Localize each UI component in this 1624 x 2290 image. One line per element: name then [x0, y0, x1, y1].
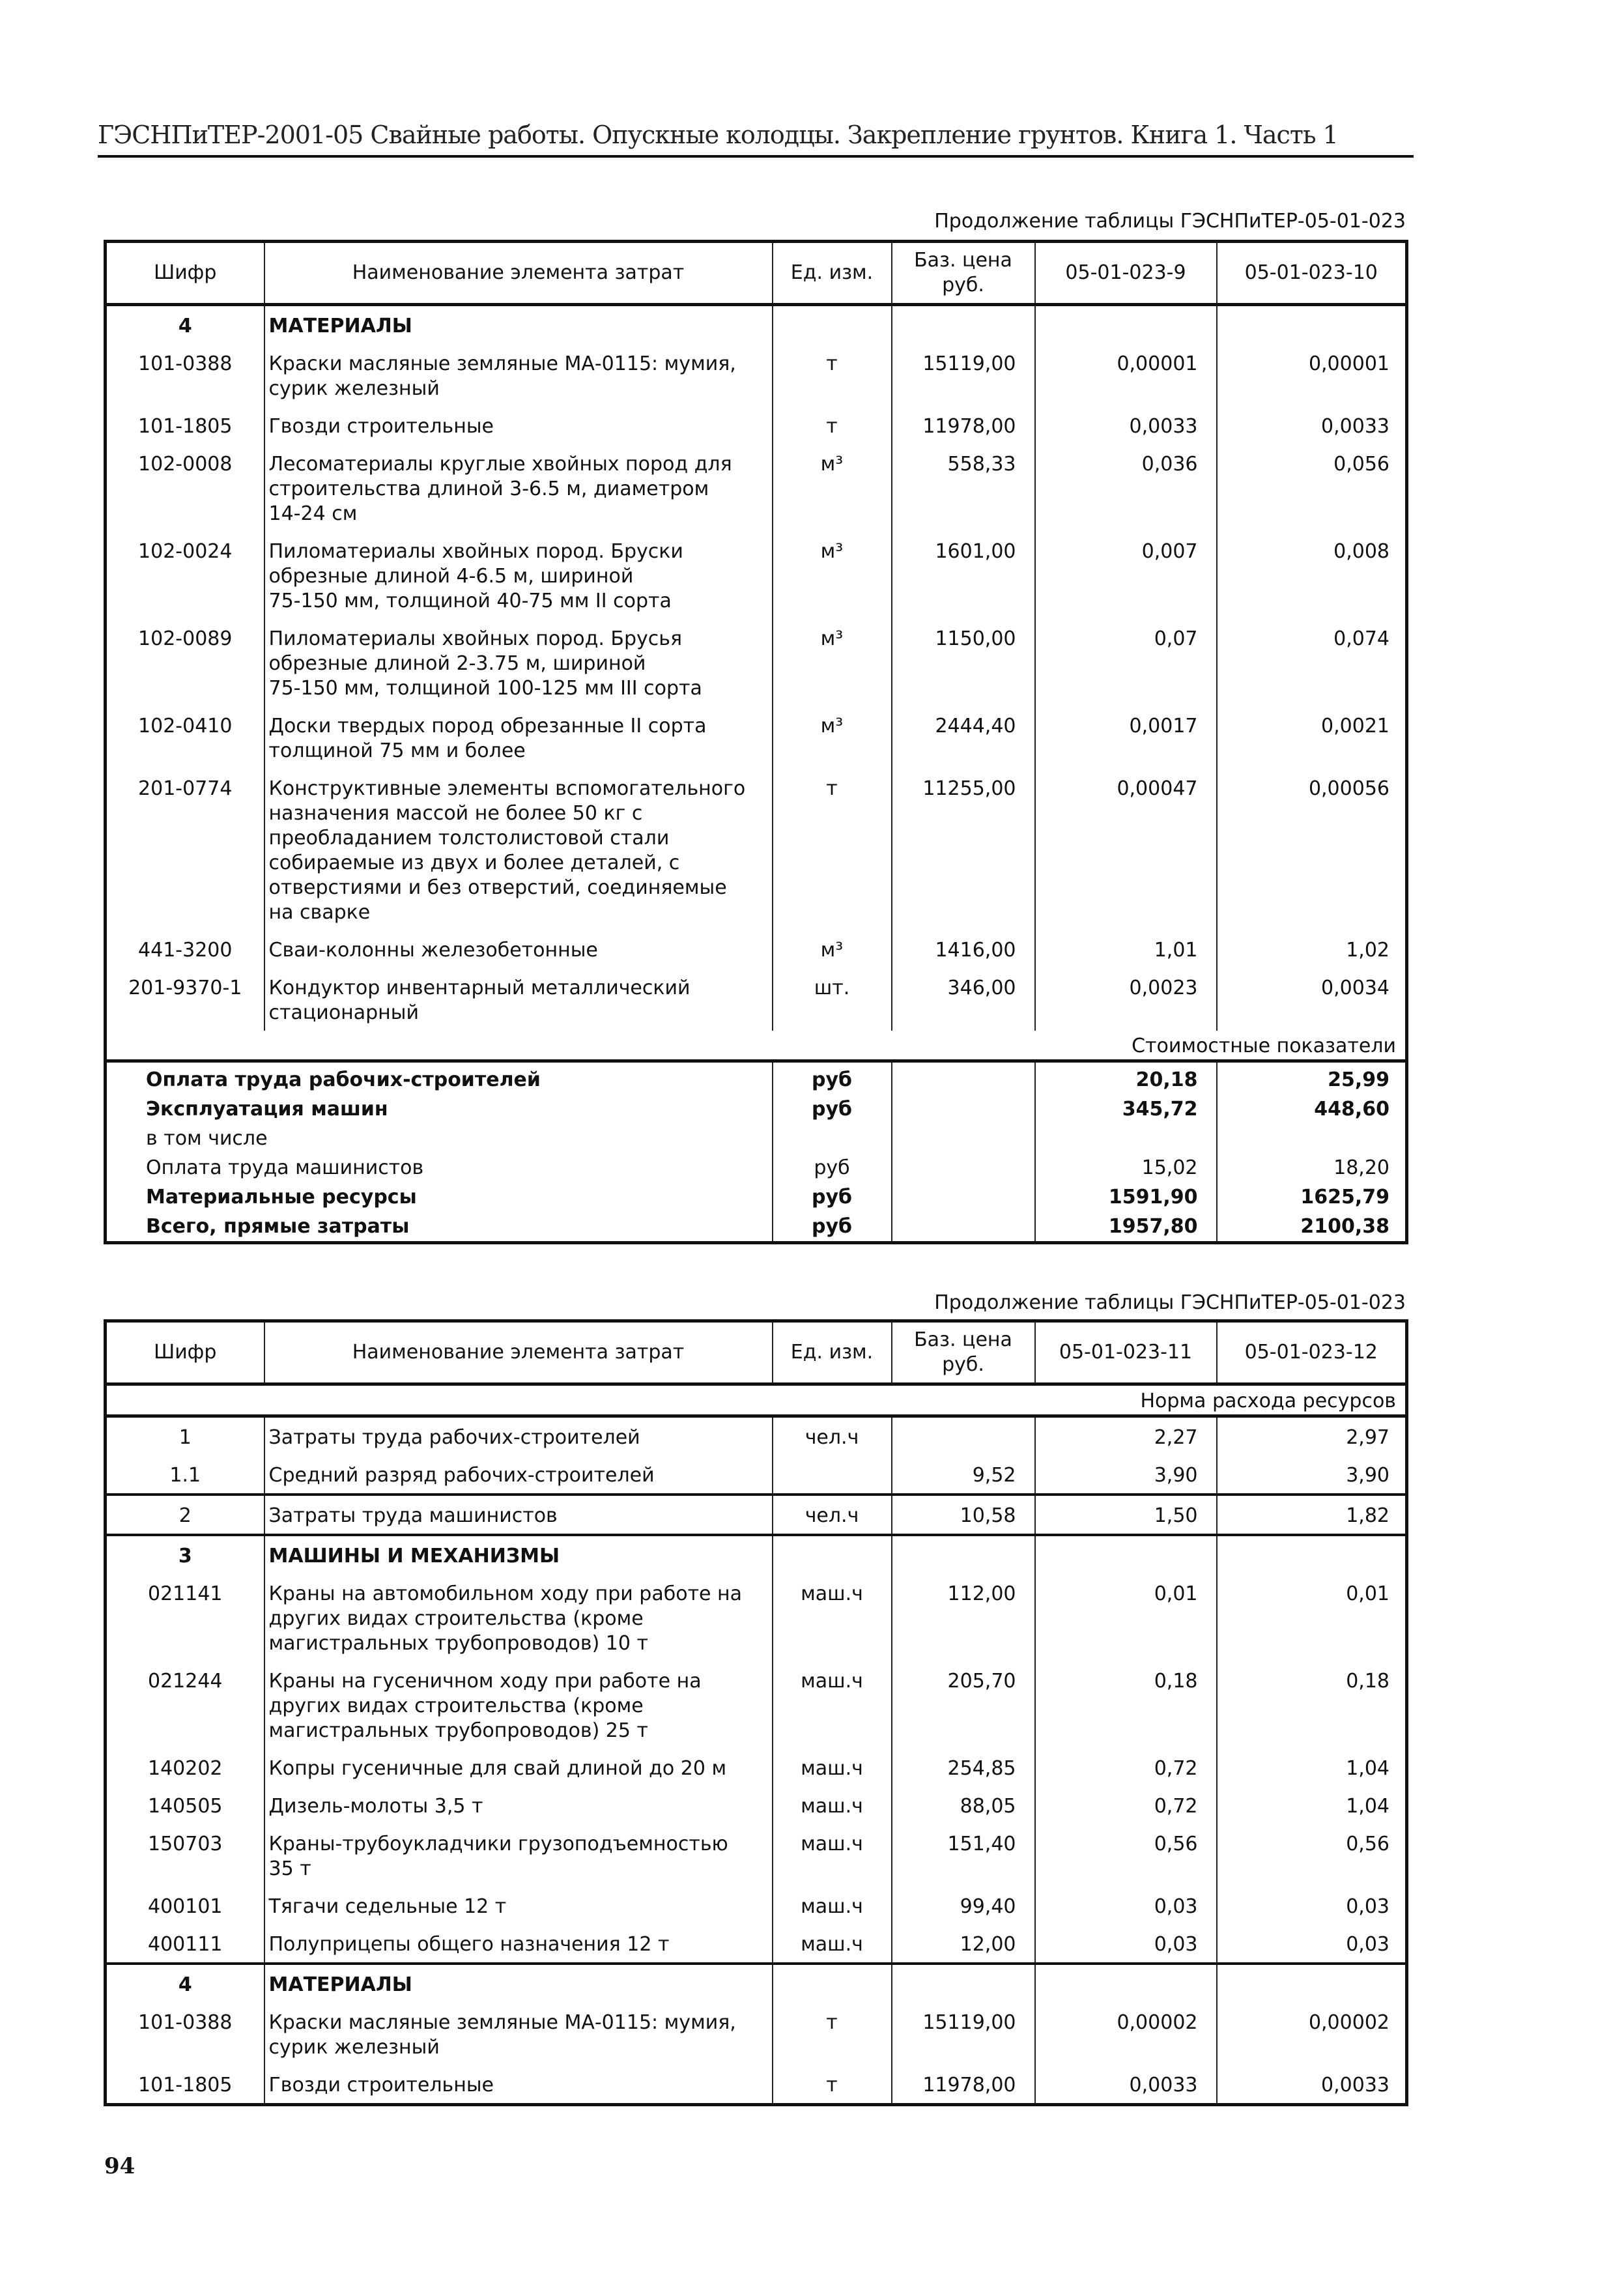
- cell-unit: маш.ч: [773, 1925, 892, 1964]
- cell-base-price: [892, 1964, 1035, 2003]
- table-row: [106, 2065, 1407, 2105]
- cell-norm-a: [1035, 1535, 1217, 1574]
- cell-norm-b: 2,97: [1217, 1416, 1407, 1456]
- cell-code: 101-1805: [106, 407, 264, 444]
- cell-norm-b: 0,008: [1217, 532, 1407, 619]
- cell-norm-b: [1217, 1964, 1407, 2003]
- cell-unit: м³: [773, 930, 892, 968]
- section-caption: Стоимостные показатели: [106, 1031, 1407, 1061]
- cell-unit: шт.: [773, 968, 892, 1031]
- summary-value-b: [1217, 1124, 1407, 1153]
- summary-base-price: [892, 1212, 1035, 1243]
- cell-code: 2: [106, 1495, 264, 1535]
- cell-norm-b: 0,074: [1217, 619, 1407, 706]
- cell-code: 101-0388: [106, 2003, 264, 2065]
- cell-norm-b: 0,56: [1217, 1824, 1407, 1887]
- cell-code: 441-3200: [106, 930, 264, 968]
- cell-unit: маш.ч: [773, 1749, 892, 1786]
- header-base-price: Баз. цена руб.: [892, 1321, 1035, 1384]
- cell-norm-b: 0,0033: [1217, 407, 1407, 444]
- cell-name: МАТЕРИАЛЫ: [264, 305, 773, 345]
- cell-unit: м³: [773, 706, 892, 769]
- section-header-row: [106, 1964, 1407, 2003]
- cell-code: 1: [106, 1416, 264, 1456]
- section-caption-row: [106, 1384, 1407, 1416]
- cell-unit: маш.ч: [773, 1824, 892, 1887]
- cell-base-price: 10,58: [892, 1495, 1035, 1535]
- header-name: Наименование элемента затрат: [264, 1321, 773, 1384]
- cell-code: 140202: [106, 1749, 264, 1786]
- cell-code: 102-0410: [106, 706, 264, 769]
- summary-unit: руб: [773, 1061, 892, 1095]
- cell-name: Краны на гусеничном ходу при работе на других видах строительства (кроме магистральных трубопроводов) 25 т: [264, 1661, 773, 1749]
- cell-base-price: 15119,00: [892, 2003, 1035, 2065]
- table-header-row: [106, 1321, 1407, 1384]
- summary-label: Всего, прямые затраты: [106, 1212, 773, 1243]
- cell-name: Тягачи седельные 12 т: [264, 1887, 773, 1925]
- cell-norm-b: 3,90: [1217, 1455, 1407, 1495]
- cell-norm-b: [1217, 305, 1407, 345]
- cell-code: 201-0774: [106, 769, 264, 930]
- cell-unit: [773, 305, 892, 345]
- summary-value-b: 18,20: [1217, 1153, 1407, 1182]
- table-row: [106, 930, 1407, 968]
- cell-base-price: 9,52: [892, 1455, 1035, 1495]
- cell-norm-a: 0,00047: [1035, 769, 1217, 930]
- cost-summary-row: [106, 1095, 1407, 1124]
- section-caption-row: [106, 1031, 1407, 1061]
- header-unit: Ед. изм.: [773, 1321, 892, 1384]
- table-row: [106, 706, 1407, 769]
- table-row: [106, 769, 1407, 930]
- cell-name: Затраты труда рабочих-строителей: [264, 1416, 773, 1456]
- cell-unit: маш.ч: [773, 1574, 892, 1661]
- header-norm-10: 05-01-023-10: [1217, 242, 1407, 305]
- cell-norm-a: 0,036: [1035, 444, 1217, 532]
- cost-summary-row: [106, 1153, 1407, 1182]
- cell-unit: [773, 1964, 892, 2003]
- summary-base-price: [892, 1153, 1035, 1182]
- table-header-row: [106, 242, 1407, 305]
- cell-norm-a: [1035, 305, 1217, 345]
- cell-norm-b: 1,04: [1217, 1786, 1407, 1824]
- cell-base-price: 1601,00: [892, 532, 1035, 619]
- cell-unit: м³: [773, 619, 892, 706]
- header-unit: Ед. изм.: [773, 242, 892, 305]
- table-row: [106, 1416, 1407, 1456]
- cell-norm-a: 3,90: [1035, 1455, 1217, 1495]
- cell-name: Средний разряд рабочих-строителей: [264, 1455, 773, 1495]
- header-norm-9: 05-01-023-9: [1035, 242, 1217, 305]
- cell-norm-b: 0,01: [1217, 1574, 1407, 1661]
- cell-base-price: 1150,00: [892, 619, 1035, 706]
- cell-norm-b: 0,0033: [1217, 2065, 1407, 2105]
- summary-base-price: [892, 1095, 1035, 1124]
- cell-norm-a: 0,0033: [1035, 2065, 1217, 2105]
- table-row: [106, 532, 1407, 619]
- cell-base-price: 88,05: [892, 1786, 1035, 1824]
- summary-unit: [773, 1124, 892, 1153]
- cell-base-price: 99,40: [892, 1887, 1035, 1925]
- cell-name: Дизель-молоты 3,5 т: [264, 1786, 773, 1824]
- cell-base-price: 2444,40: [892, 706, 1035, 769]
- cell-unit: м³: [773, 532, 892, 619]
- table-row: [106, 407, 1407, 444]
- cell-base-price: 11255,00: [892, 769, 1035, 930]
- cell-norm-a: 0,03: [1035, 1887, 1217, 1925]
- cell-norm-a: 0,00002: [1035, 2003, 1217, 2065]
- cell-name: Копры гусеничные для свай длиной до 20 м: [264, 1749, 773, 1786]
- table-row: [106, 1495, 1407, 1535]
- summary-unit: руб: [773, 1153, 892, 1182]
- cell-base-price: [892, 1535, 1035, 1574]
- cell-code: 102-0008: [106, 444, 264, 532]
- table-row: [106, 344, 1407, 407]
- summary-base-price: [892, 1061, 1035, 1095]
- cost-summary-row: [106, 1061, 1407, 1095]
- summary-value-a: [1035, 1124, 1217, 1153]
- cell-code: 201-9370-1: [106, 968, 264, 1031]
- table-1-continuation: Продолжение таблицы ГЭСНПиТЕР-05-01-023: [934, 210, 1406, 233]
- cell-name: Конструктивные элементы вспомогательного назначения массой не более 50 кг с преобладанием толстолистовой стали собираемые из двух и более деталей, с отверстиями и без отверстий, соединяемые на сварке: [264, 769, 773, 930]
- cell-name: Сваи-колонны железобетонные: [264, 930, 773, 968]
- table-row: [106, 1749, 1407, 1786]
- cell-name: Затраты труда машинистов: [264, 1495, 773, 1535]
- summary-label: Эксплуатация машин: [106, 1095, 773, 1124]
- table-row: [106, 1574, 1407, 1661]
- header-name: Наименование элемента затрат: [264, 242, 773, 305]
- resource-table-1: [104, 240, 1408, 1244]
- summary-value-b: 25,99: [1217, 1061, 1407, 1095]
- cell-norm-b: 0,0021: [1217, 706, 1407, 769]
- cost-summary-row: [106, 1124, 1407, 1153]
- summary-value-b: 1625,79: [1217, 1182, 1407, 1212]
- cell-base-price: 11978,00: [892, 2065, 1035, 2105]
- section-header-row: [106, 1535, 1407, 1574]
- cell-code: 102-0024: [106, 532, 264, 619]
- table-row: [106, 1824, 1407, 1887]
- cell-unit: т: [773, 2065, 892, 2105]
- cell-code: 102-0089: [106, 619, 264, 706]
- summary-unit: руб: [773, 1095, 892, 1124]
- cell-base-price: [892, 1416, 1035, 1456]
- cell-name: МАТЕРИАЛЫ: [264, 1964, 773, 2003]
- cell-norm-a: 0,00001: [1035, 344, 1217, 407]
- cell-name: Краски масляные земляные МА-0115: мумия, сурик железный: [264, 2003, 773, 2065]
- cell-unit: т: [773, 769, 892, 930]
- header-rule: [98, 155, 1414, 158]
- summary-value-a: 20,18: [1035, 1061, 1217, 1095]
- cell-code: 4: [106, 1964, 264, 2003]
- cell-name: Пиломатериалы хвойных пород. Брусья обрезные длиной 2-3.75 м, шириной 75-150 мм, толщиной 100-125 мм III сорта: [264, 619, 773, 706]
- cell-code: 140505: [106, 1786, 264, 1824]
- cost-summary-row: [106, 1182, 1407, 1212]
- table-row: [106, 1887, 1407, 1925]
- cell-unit: маш.ч: [773, 1887, 892, 1925]
- cell-base-price: 151,40: [892, 1824, 1035, 1887]
- cell-code: 150703: [106, 1824, 264, 1887]
- cell-norm-b: [1217, 1535, 1407, 1574]
- cell-base-price: 205,70: [892, 1661, 1035, 1749]
- table-2-continuation: Продолжение таблицы ГЭСНПиТЕР-05-01-023: [934, 1291, 1406, 1314]
- cell-norm-a: 1,01: [1035, 930, 1217, 968]
- cell-name: Кондуктор инвентарный металлический стационарный: [264, 968, 773, 1031]
- cell-norm-a: [1035, 1964, 1217, 2003]
- section-header-row: [106, 305, 1407, 345]
- cell-base-price: 346,00: [892, 968, 1035, 1031]
- cell-base-price: 254,85: [892, 1749, 1035, 1786]
- cell-norm-a: 0,07: [1035, 619, 1217, 706]
- cell-code: 021244: [106, 1661, 264, 1749]
- summary-value-a: 15,02: [1035, 1153, 1217, 1182]
- cost-summary-row: [106, 1212, 1407, 1243]
- cell-norm-b: 0,0034: [1217, 968, 1407, 1031]
- header-norm-11: 05-01-023-11: [1035, 1321, 1217, 1384]
- cell-unit: чел.ч: [773, 1416, 892, 1456]
- summary-base-price: [892, 1182, 1035, 1212]
- header-norm-12: 05-01-023-12: [1217, 1321, 1407, 1384]
- cell-norm-a: 2,27: [1035, 1416, 1217, 1456]
- summary-value-a: 345,72: [1035, 1095, 1217, 1124]
- cell-base-price: 12,00: [892, 1925, 1035, 1964]
- table-row: [106, 1455, 1407, 1495]
- cell-norm-b: 0,00002: [1217, 2003, 1407, 2065]
- cell-base-price: [892, 305, 1035, 345]
- cell-base-price: 15119,00: [892, 344, 1035, 407]
- summary-unit: руб: [773, 1182, 892, 1212]
- cell-name: Гвозди строительные: [264, 2065, 773, 2105]
- summary-label: Оплата труда рабочих-строителей: [106, 1061, 773, 1095]
- header-code: Шифр: [106, 1321, 264, 1384]
- cell-unit: чел.ч: [773, 1495, 892, 1535]
- cell-norm-a: 0,72: [1035, 1786, 1217, 1824]
- running-head: ГЭСНПиТЕР-2001-05 Свайные работы. Опускные колодцы. Закрепление грунтов. Книга 1. Часть 1: [98, 121, 1338, 149]
- cell-name: Доски твердых пород обрезанные II сорта толщиной 75 мм и более: [264, 706, 773, 769]
- cell-name: Пиломатериалы хвойных пород. Бруски обрезные длиной 4-6.5 м, шириной 75-150 мм, толщиной 40-75 мм II сорта: [264, 532, 773, 619]
- table-row: [106, 1925, 1407, 1964]
- cell-norm-b: 0,00001: [1217, 344, 1407, 407]
- cell-norm-b: 0,18: [1217, 1661, 1407, 1749]
- cell-code: 400111: [106, 1925, 264, 1964]
- table-row: [106, 1661, 1407, 1749]
- cell-norm-b: 1,02: [1217, 930, 1407, 968]
- summary-label: Материальные ресурсы: [106, 1182, 773, 1212]
- table-row: [106, 1786, 1407, 1824]
- cell-code: 400101: [106, 1887, 264, 1925]
- cell-name: Лесоматериалы круглые хвойных пород для строительства длиной 3-6.5 м, диаметром 14-24 см: [264, 444, 773, 532]
- table-row: [106, 619, 1407, 706]
- page-number: 94: [104, 2153, 135, 2179]
- table-row: [106, 444, 1407, 532]
- cell-norm-a: 0,0017: [1035, 706, 1217, 769]
- cell-name: Краны-трубоукладчики грузоподъемностью 35 т: [264, 1824, 773, 1887]
- cell-norm-b: 1,82: [1217, 1495, 1407, 1535]
- cell-code: 101-0388: [106, 344, 264, 407]
- cell-norm-a: 1,50: [1035, 1495, 1217, 1535]
- table-row: [106, 2003, 1407, 2065]
- summary-value-b: 448,60: [1217, 1095, 1407, 1124]
- summary-label: в том числе: [106, 1124, 773, 1153]
- cell-name: Краны на автомобильном ходу при работе на других видах строительства (кроме магистральных трубопроводов) 10 т: [264, 1574, 773, 1661]
- cell-unit: маш.ч: [773, 1661, 892, 1749]
- header-base-price: Баз. цена руб.: [892, 242, 1035, 305]
- cell-norm-a: 0,0023: [1035, 968, 1217, 1031]
- cell-norm-a: 0,007: [1035, 532, 1217, 619]
- summary-value-b: 2100,38: [1217, 1212, 1407, 1243]
- cell-code: 4: [106, 305, 264, 345]
- summary-unit: руб: [773, 1212, 892, 1243]
- cell-unit: м³: [773, 444, 892, 532]
- summary-label: Оплата труда машинистов: [106, 1153, 773, 1182]
- cell-unit: т: [773, 2003, 892, 2065]
- header-code: Шифр: [106, 242, 264, 305]
- cell-base-price: 558,33: [892, 444, 1035, 532]
- section-caption: Норма расхода ресурсов: [106, 1384, 1407, 1416]
- cell-norm-a: 0,01: [1035, 1574, 1217, 1661]
- cell-norm-a: 0,56: [1035, 1824, 1217, 1887]
- cell-code: 1.1: [106, 1455, 264, 1495]
- cell-norm-b: 0,03: [1217, 1925, 1407, 1964]
- cell-name: Краски масляные земляные МА-0115: мумия, сурик железный: [264, 344, 773, 407]
- cell-base-price: 11978,00: [892, 407, 1035, 444]
- cell-code: 3: [106, 1535, 264, 1574]
- cell-norm-b: 0,00056: [1217, 769, 1407, 930]
- cell-norm-a: 0,18: [1035, 1661, 1217, 1749]
- cell-name: МАШИНЫ И МЕХАНИЗМЫ: [264, 1535, 773, 1574]
- cell-norm-a: 0,0033: [1035, 407, 1217, 444]
- cell-unit: т: [773, 344, 892, 407]
- cell-code: 101-1805: [106, 2065, 264, 2105]
- cell-name: Гвозди строительные: [264, 407, 773, 444]
- cell-unit: маш.ч: [773, 1786, 892, 1824]
- cell-name: Полуприцепы общего назначения 12 т: [264, 1925, 773, 1964]
- cell-base-price: 112,00: [892, 1574, 1035, 1661]
- cell-unit: т: [773, 407, 892, 444]
- table-row: [106, 968, 1407, 1031]
- cell-norm-b: 1,04: [1217, 1749, 1407, 1786]
- summary-value-a: 1957,80: [1035, 1212, 1217, 1243]
- resource-table-2: [104, 1319, 1408, 2106]
- summary-base-price: [892, 1124, 1035, 1153]
- cell-norm-a: 0,72: [1035, 1749, 1217, 1786]
- cell-code: 021141: [106, 1574, 264, 1661]
- cell-unit: [773, 1455, 892, 1495]
- cell-norm-a: 0,03: [1035, 1925, 1217, 1964]
- cell-norm-b: 0,056: [1217, 444, 1407, 532]
- summary-value-a: 1591,90: [1035, 1182, 1217, 1212]
- cell-unit: [773, 1535, 892, 1574]
- cell-base-price: 1416,00: [892, 930, 1035, 968]
- cell-norm-b: 0,03: [1217, 1887, 1407, 1925]
